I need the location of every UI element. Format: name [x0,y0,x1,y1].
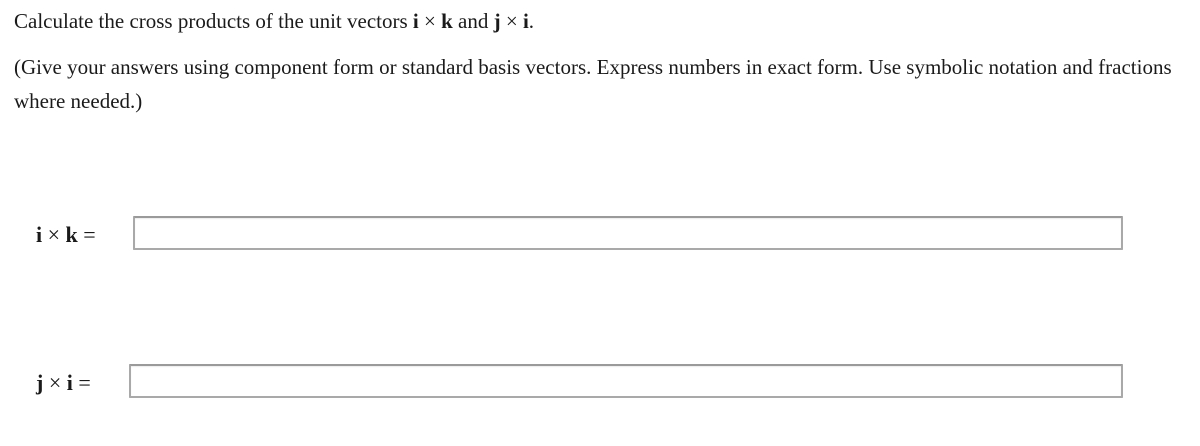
cross-symbol: × [423,9,436,33]
vector-j: j [493,9,501,33]
answer-label [36,366,91,400]
answer-instructions: (Give your answers using component form or standard basis vectors. Express numbers in exact form. Use symbolic notation and fractions where needed.) [14,55,1172,113]
vector-k: k [65,222,78,247]
answer-input-i-cross-k[interactable] [133,216,1123,250]
cross-symbol: × [48,370,62,395]
question-connector: and [452,9,494,33]
vector-i: i [36,222,43,247]
vector-i: i [66,370,73,395]
question-text [14,6,534,36]
equals-sign: = [78,370,91,395]
answer-row-j-cross-i [0,364,1200,404]
answer-row-i-cross-k [0,216,1200,256]
vector-j: j [36,370,44,395]
answer-input-j-cross-i[interactable] [129,364,1123,398]
cross-symbol: × [505,9,518,33]
question-prefix: Calculate the cross products of the unit vectors [14,9,413,33]
vector-k: k [441,9,453,33]
cross-symbol: × [47,222,61,247]
vector-i: i [522,9,529,33]
answer-label [36,218,96,252]
equals-sign: = [83,222,96,247]
question-suffix: . [528,9,535,33]
vector-i: i [412,9,419,33]
